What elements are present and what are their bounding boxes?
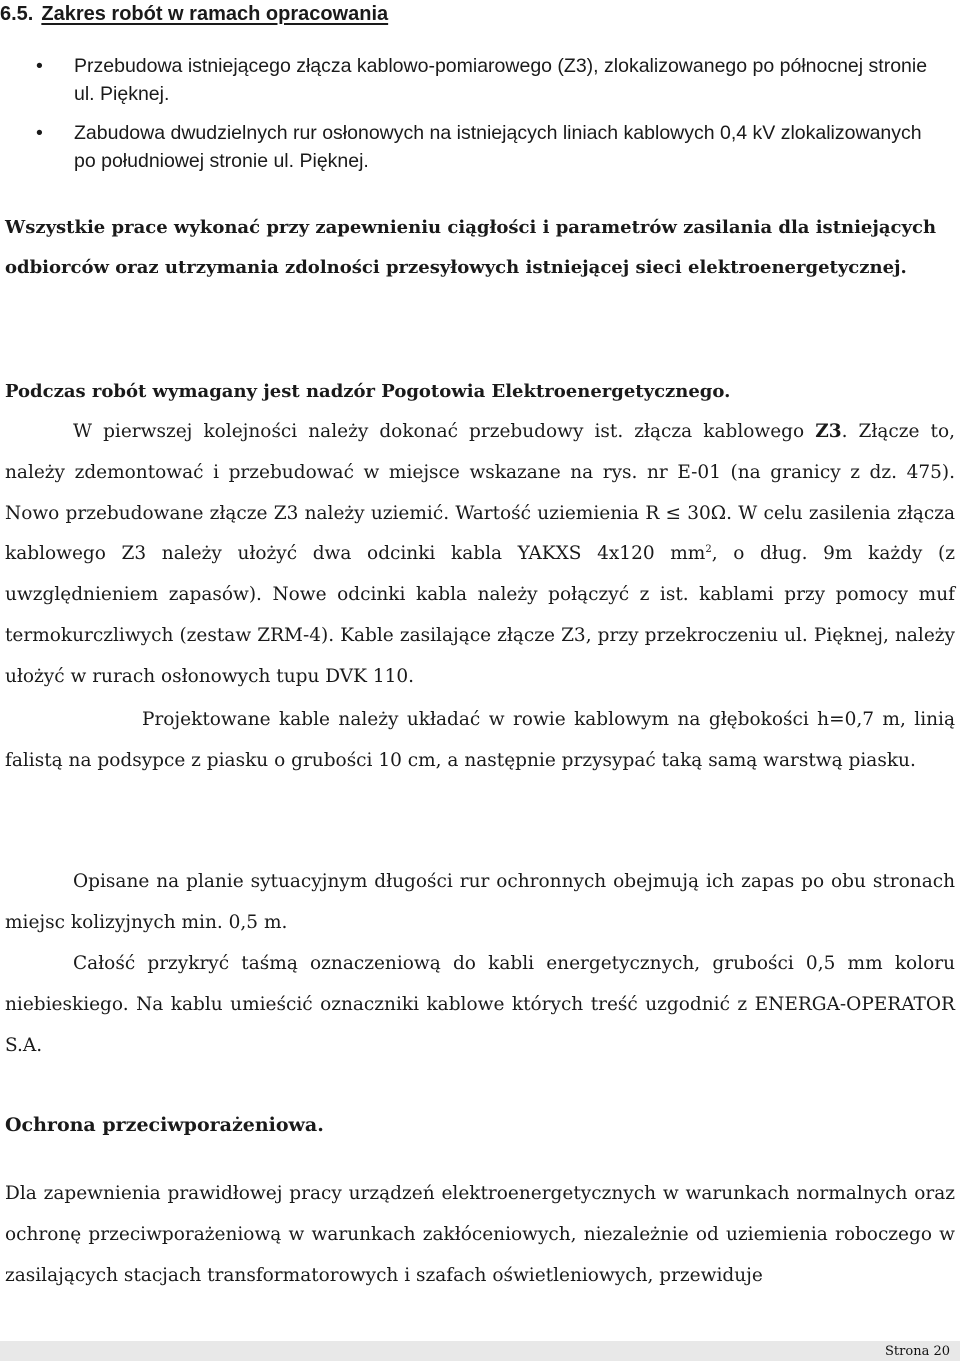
- connector-text-3: , o dług. 9m każdy (z uwzględnieniem zapasów). Nowe odcinki kabla należy połączyć z ist. kablami przy pomocy muf termokurczliwych (zestaw ZRM-4). Kable zasilające złącze Z3, przy przekroczeniu ul. Pięknej, należy ułożyć w rurach osłonowych tupu DVK 110.: [5, 543, 955, 687]
- page-number: Strona 20: [885, 1344, 950, 1359]
- scope-bullet-list: [0, 52, 940, 186]
- unit-superscript: 2: [705, 544, 712, 556]
- connector-text-2: . Złącze to, należy zdemontować i przebudować w miejsce wskazane na rys. nr E-01 (na granicy z dz. 475). Nowo przebudowane złącze Z3 należy uziemić. Wartość uziemienia R ≤ 30Ω. W celu zasilenia złącza kablowego Z3 należy ułożyć dwa odcinki kabla YAKXS 4x120 mm: [5, 421, 955, 565]
- section-title: Zakres robót w ramach opracowania: [41, 3, 389, 25]
- shock-protection-paragraph: Dla zapewnienia prawidłowej pracy urządzeń elektroenergetycznych w warunkach normalnych oraz ochronę przeciwporażeniową w warunkach zakłóceniowych, niezależnie od uziemienia roboczego w zasilających stacjach transformatorowych i szafach oświetleniowych, przewiduje: [5, 1183, 955, 1286]
- section-number: 6.5.: [0, 3, 34, 25]
- protective-pipes-paragraph: Opisane na planie sytuacyjnym długości rur ochronnych obejmują ich zapas po obu stronach miejsc kolizyjnych min. 0,5 m.: [5, 871, 955, 933]
- bullet-text: Przebudowa istniejącego złącza kablowo-pomiarowego (Z3), zlokalizowanego po północnej stronie ul. Pięknej.: [74, 55, 928, 105]
- connector-text-1: W pierwszej kolejności należy dokonać przebudowy ist. złącza kablowego: [73, 421, 816, 442]
- connector-rebuild-paragraph: [5, 412, 955, 698]
- page-footer-bar: [0, 1341, 960, 1361]
- marking-tape-paragraph: Całość przykryć taśmą oznaczeniową do kabli energetycznych, grubości 0,5 mm koloru niebieskiego. Na kablu umieścić oznaczniki kablowe których treść uzgodnić z ENERGA-OPERATOR S.A.: [5, 953, 955, 1056]
- section-heading: [0, 1, 388, 27]
- bullet-text: Zabudowa dwudzielnych rur osłonowych na istniejących liniach kablowych 0,4 kV zlokalizowanych po południowej stronie ul. Pięknej.: [74, 122, 922, 172]
- list-item: [0, 119, 940, 175]
- connector-z3-label: Z3: [815, 421, 842, 442]
- cable-laying-paragraph: Projektowane kable należy układać w rowie kablowym na głębokości h=0,7 m, linią falistą na podsypce z piasku o grubości 10 cm, a następnie przysypać taką samą warstwą piasku.: [5, 709, 955, 771]
- supervision-paragraph: Podczas robót wymagany jest nadzór Pogotowia Elektroenergetycznego.: [5, 381, 731, 402]
- bullet-icon: •: [36, 55, 43, 77]
- list-item: [0, 52, 940, 108]
- continuity-paragraph: Wszystkie prace wykonać przy zapewnieniu ciągłości i parametrów zasilania dla istniejących odbiorców oraz utrzymania zdolności przesyłowych istniejącej sieci elektroenergetycznej.: [5, 217, 937, 278]
- shock-protection-heading: Ochrona przeciwporażeniowa.: [5, 1114, 324, 1136]
- bullet-icon: •: [36, 122, 43, 144]
